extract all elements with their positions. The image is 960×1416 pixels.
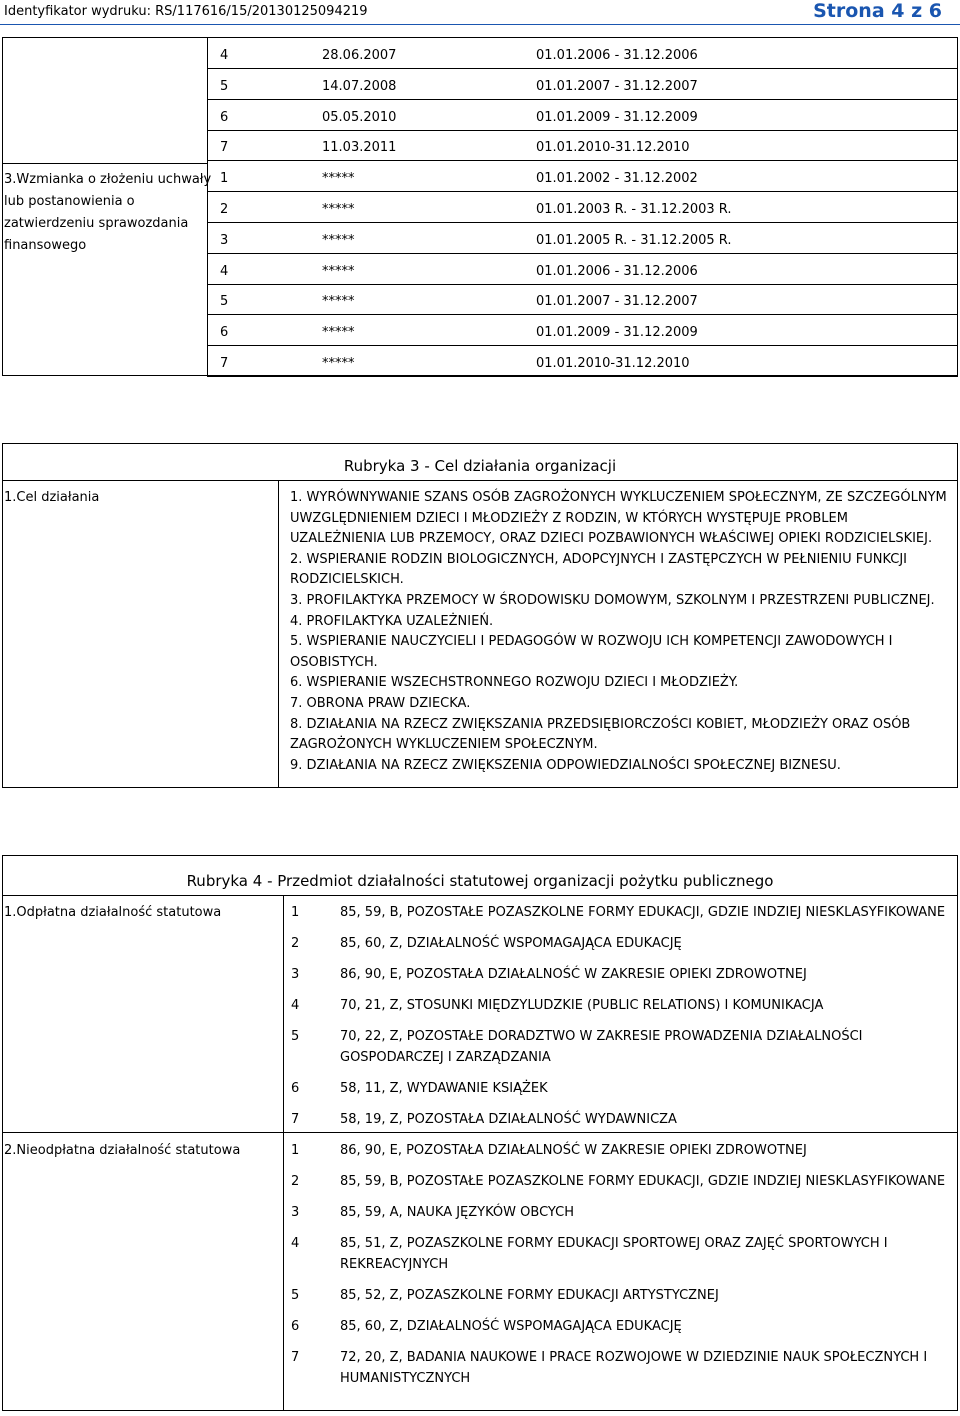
row-period: 01.01.2010-31.12.2010	[536, 140, 690, 155]
cel-dzialania-label: 1.Cel działania	[4, 490, 100, 505]
row-number: 4	[220, 48, 229, 63]
activity-group-label: 2.Nieodpłatna działalność statutowa	[4, 1143, 241, 1158]
row-period: 01.01.2009 - 31.12.2009	[536, 325, 698, 340]
row-date: *****	[322, 356, 355, 371]
print-header	[0, 0, 960, 28]
activity-description-line: 70, 21, Z, STOSUNKI MIĘDZYLUDZKIE (PUBLIC RELATIONS) I KOMUNIKACJA	[340, 998, 824, 1013]
row-number: 6	[220, 110, 229, 125]
row-number: 1	[220, 171, 229, 186]
cel-line: 1. WYRÓWNYWANIE SZANS OSÓB ZAGROŻONYCH WYKLUCZENIEM SPOŁECZNYM, ZE SZCZEGÓLNYM	[290, 490, 947, 505]
activity-number: 1	[291, 905, 300, 920]
activity-description-line: 85, 60, Z, DZIAŁALNOŚĆ WSPOMAGAJĄCA EDUKACJĘ	[340, 1319, 682, 1334]
row-number: 3	[220, 233, 229, 248]
row-date: *****	[322, 264, 355, 279]
row-divider	[207, 376, 958, 377]
cel-line: 5. WSPIERANIE NAUCZYCIELI I PEDAGOGÓW W ROZWOJU ICH KOMPETENCJI ZAWODOWYCH I	[290, 634, 893, 649]
row-divider	[207, 130, 958, 131]
row-number: 2	[220, 202, 229, 217]
activity-number: 5	[291, 1288, 300, 1303]
row-period: 01.01.2006 - 31.12.2006	[536, 264, 698, 279]
print-identifier: Identyfikator wydruku: RS/117616/15/20130125094219	[4, 4, 368, 19]
cel-line: 8. DZIAŁANIA NA RZECZ ZWIĘKSZANIA PRZEDSIĘBIORCZOŚCI KOBIET, MŁODZIEŻY ORAZ OSÓB	[290, 717, 911, 732]
row-divider	[207, 253, 958, 254]
row-date: *****	[322, 294, 355, 309]
cel-line: RODZICIELSKICH.	[290, 572, 404, 587]
activity-number: 6	[291, 1319, 300, 1334]
row-divider	[207, 345, 958, 346]
activity-number: 4	[291, 1236, 300, 1251]
activity-description-line: 85, 51, Z, POZASZKOLNE FORMY EDUKACJI SPORTOWEJ ORAZ ZAJĘĆ SPORTOWYCH I	[340, 1236, 888, 1251]
row-date: *****	[322, 171, 355, 186]
row-period: 01.01.2009 - 31.12.2009	[536, 110, 698, 125]
row-divider	[207, 284, 958, 285]
row-divider	[207, 160, 958, 161]
cel-line: 3. PROFILAKTYKA PRZEMOCY W ŚRODOWISKU DOMOWYM, SZKOLNYM I PRZESTRZENI PUBLICZNEJ.	[290, 593, 935, 608]
row-number: 5	[220, 294, 229, 309]
activity-number: 6	[291, 1081, 300, 1096]
row-divider	[207, 222, 958, 223]
activity-description-line: 58, 19, Z, POZOSTAŁA DZIAŁALNOŚĆ WYDAWNICZA	[340, 1112, 677, 1127]
cel-line: 4. PROFILAKTYKA UZALEŻNIEŃ.	[290, 614, 494, 629]
activity-group-label: 1.Odpłatna działalność statutowa	[4, 905, 222, 920]
wzmianka-label-line: zatwierdzeniu sprawozdania	[4, 216, 189, 231]
row-number: 7	[220, 140, 229, 155]
row-period: 01.01.2010-31.12.2010	[536, 356, 690, 371]
activity-description-line: 70, 22, Z, POZOSTAŁE DORADZTWO W ZAKRESIE PROWADZENIA DZIAŁALNOŚCI	[340, 1029, 863, 1044]
activity-description-line: 85, 60, Z, DZIAŁALNOŚĆ WSPOMAGAJĄCA EDUKACJĘ	[340, 936, 682, 951]
wzmianka-label-line: 3.Wzmianka o złożeniu uchwały	[4, 172, 212, 187]
row-number: 4	[220, 264, 229, 279]
row-date: *****	[322, 202, 355, 217]
row-number: 7	[220, 356, 229, 371]
wzmianka-label-line: finansowego	[4, 238, 87, 253]
row-divider	[207, 99, 958, 100]
cel-line: 7. OBRONA PRAW DZIECKA.	[290, 696, 471, 711]
activity-number: 3	[291, 1205, 300, 1220]
row-date: 28.06.2007	[322, 48, 397, 63]
activity-number: 3	[291, 967, 300, 982]
top-table-border	[2, 37, 958, 376]
row-period: 01.01.2005 R. - 31.12.2005 R.	[536, 233, 732, 248]
cel-line: ZAGROŻONYCH WYKLUCZENIEM SPOŁECZNYM.	[290, 737, 598, 752]
row-number: 5	[220, 79, 229, 94]
activity-description-line: 85, 52, Z, POZASZKOLNE FORMY EDUKACJI ARTYSTYCZNEJ	[340, 1288, 719, 1303]
rubryka-3-title: Rubryka 3 - Cel działania organizacji	[343, 457, 617, 475]
cel-line: OSOBISTYCH.	[290, 655, 378, 670]
row-period: 01.01.2003 R. - 31.12.2003 R.	[536, 202, 732, 217]
activity-description-line: GOSPODARCZEJ I ZARZĄDZANIA	[340, 1050, 551, 1065]
cel-line: 9. DZIAŁANIA NA RZECZ ZWIĘKSZENIA ODPOWIEDZIALNOŚCI SPOŁECZNEJ BIZNESU.	[290, 758, 841, 773]
header-rule	[0, 24, 960, 25]
activity-number: 7	[291, 1350, 300, 1365]
row-divider	[207, 191, 958, 192]
row-period: 01.01.2007 - 31.12.2007	[536, 294, 698, 309]
row-date: 05.05.2010	[322, 110, 397, 125]
cel-line: 2. WSPIERANIE RODZIN BIOLOGICZNYCH, ADOPCYJNYCH I ZASTĘPCZYCH W PEŁNIENIU FUNKCJI	[290, 552, 908, 567]
cel-line: UWZGLĘDNIENIEM DZIECI I MŁODZIEŻY Z RODZIN, W KTÓRYCH WYSTĘPUJE PROBLEM	[290, 511, 848, 526]
row-date: *****	[322, 233, 355, 248]
row-number: 6	[220, 325, 229, 340]
activity-description-line: 72, 20, Z, BADANIA NAUKOWE I PRACE ROZWOJOWE W DZIEDZINIE NAUK SPOŁECZNYCH I	[340, 1350, 928, 1365]
page-number: Strona 4 z 6	[813, 0, 942, 22]
cel-line: UZALEŻNIENIA LUB PRZEMOCY, ORAZ DZIECI POZBAWIONYCH WŁAŚCIWEJ OPIEKI RODZICIELSKIEJ.	[290, 531, 933, 546]
activity-description-line: 85, 59, B, POZOSTAŁE POZASZKOLNE FORMY EDUKACJI, GDZIE INDZIEJ NIESKLASYFIKOWANE	[340, 1174, 946, 1189]
row-date: 11.03.2011	[322, 140, 397, 155]
activity-number: 2	[291, 936, 300, 951]
activity-number: 1	[291, 1143, 300, 1158]
activity-description-line: 85, 59, A, NAUKA JĘZYKÓW OBCYCH	[340, 1205, 575, 1220]
activity-number: 2	[291, 1174, 300, 1189]
activity-description-line: 86, 90, E, POZOSTAŁA DZIAŁALNOŚĆ W ZAKRESIE OPIEKI ZDROWOTNEJ	[340, 967, 807, 982]
row-period: 01.01.2006 - 31.12.2006	[536, 48, 698, 63]
activity-number: 5	[291, 1029, 300, 1044]
activity-description-line: 86, 90, E, POZOSTAŁA DZIAŁALNOŚĆ W ZAKRESIE OPIEKI ZDROWOTNEJ	[340, 1143, 807, 1158]
row-date: 14.07.2008	[322, 79, 397, 94]
rubryka-4-title: Rubryka 4 - Przedmiot działalności statutowej organizacji pożytku publicznego	[186, 872, 774, 890]
wzmianka-label-line: lub postanowienia o	[4, 194, 135, 209]
cel-line: 6. WSPIERANIE WSZECHSTRONNEGO ROZWOJU DZIECI I MŁODZIEŻY.	[290, 675, 739, 690]
row-divider	[207, 68, 958, 69]
activity-description-line: 85, 59, B, POZOSTAŁE POZASZKOLNE FORMY EDUKACJI, GDZIE INDZIEJ NIESKLASYFIKOWANE	[340, 905, 946, 920]
row-divider	[207, 314, 958, 315]
activity-description-line: REKREACYJNYCH	[340, 1257, 449, 1272]
activity-description-line: 58, 11, Z, WYDAWANIE KSIĄŻEK	[340, 1081, 548, 1096]
activity-number: 4	[291, 998, 300, 1013]
activity-number: 7	[291, 1112, 300, 1127]
activity-description-line: HUMANISTYCZNYCH	[340, 1371, 471, 1386]
row-period: 01.01.2007 - 31.12.2007	[536, 79, 698, 94]
row-date: *****	[322, 325, 355, 340]
row-period: 01.01.2002 - 31.12.2002	[536, 171, 698, 186]
